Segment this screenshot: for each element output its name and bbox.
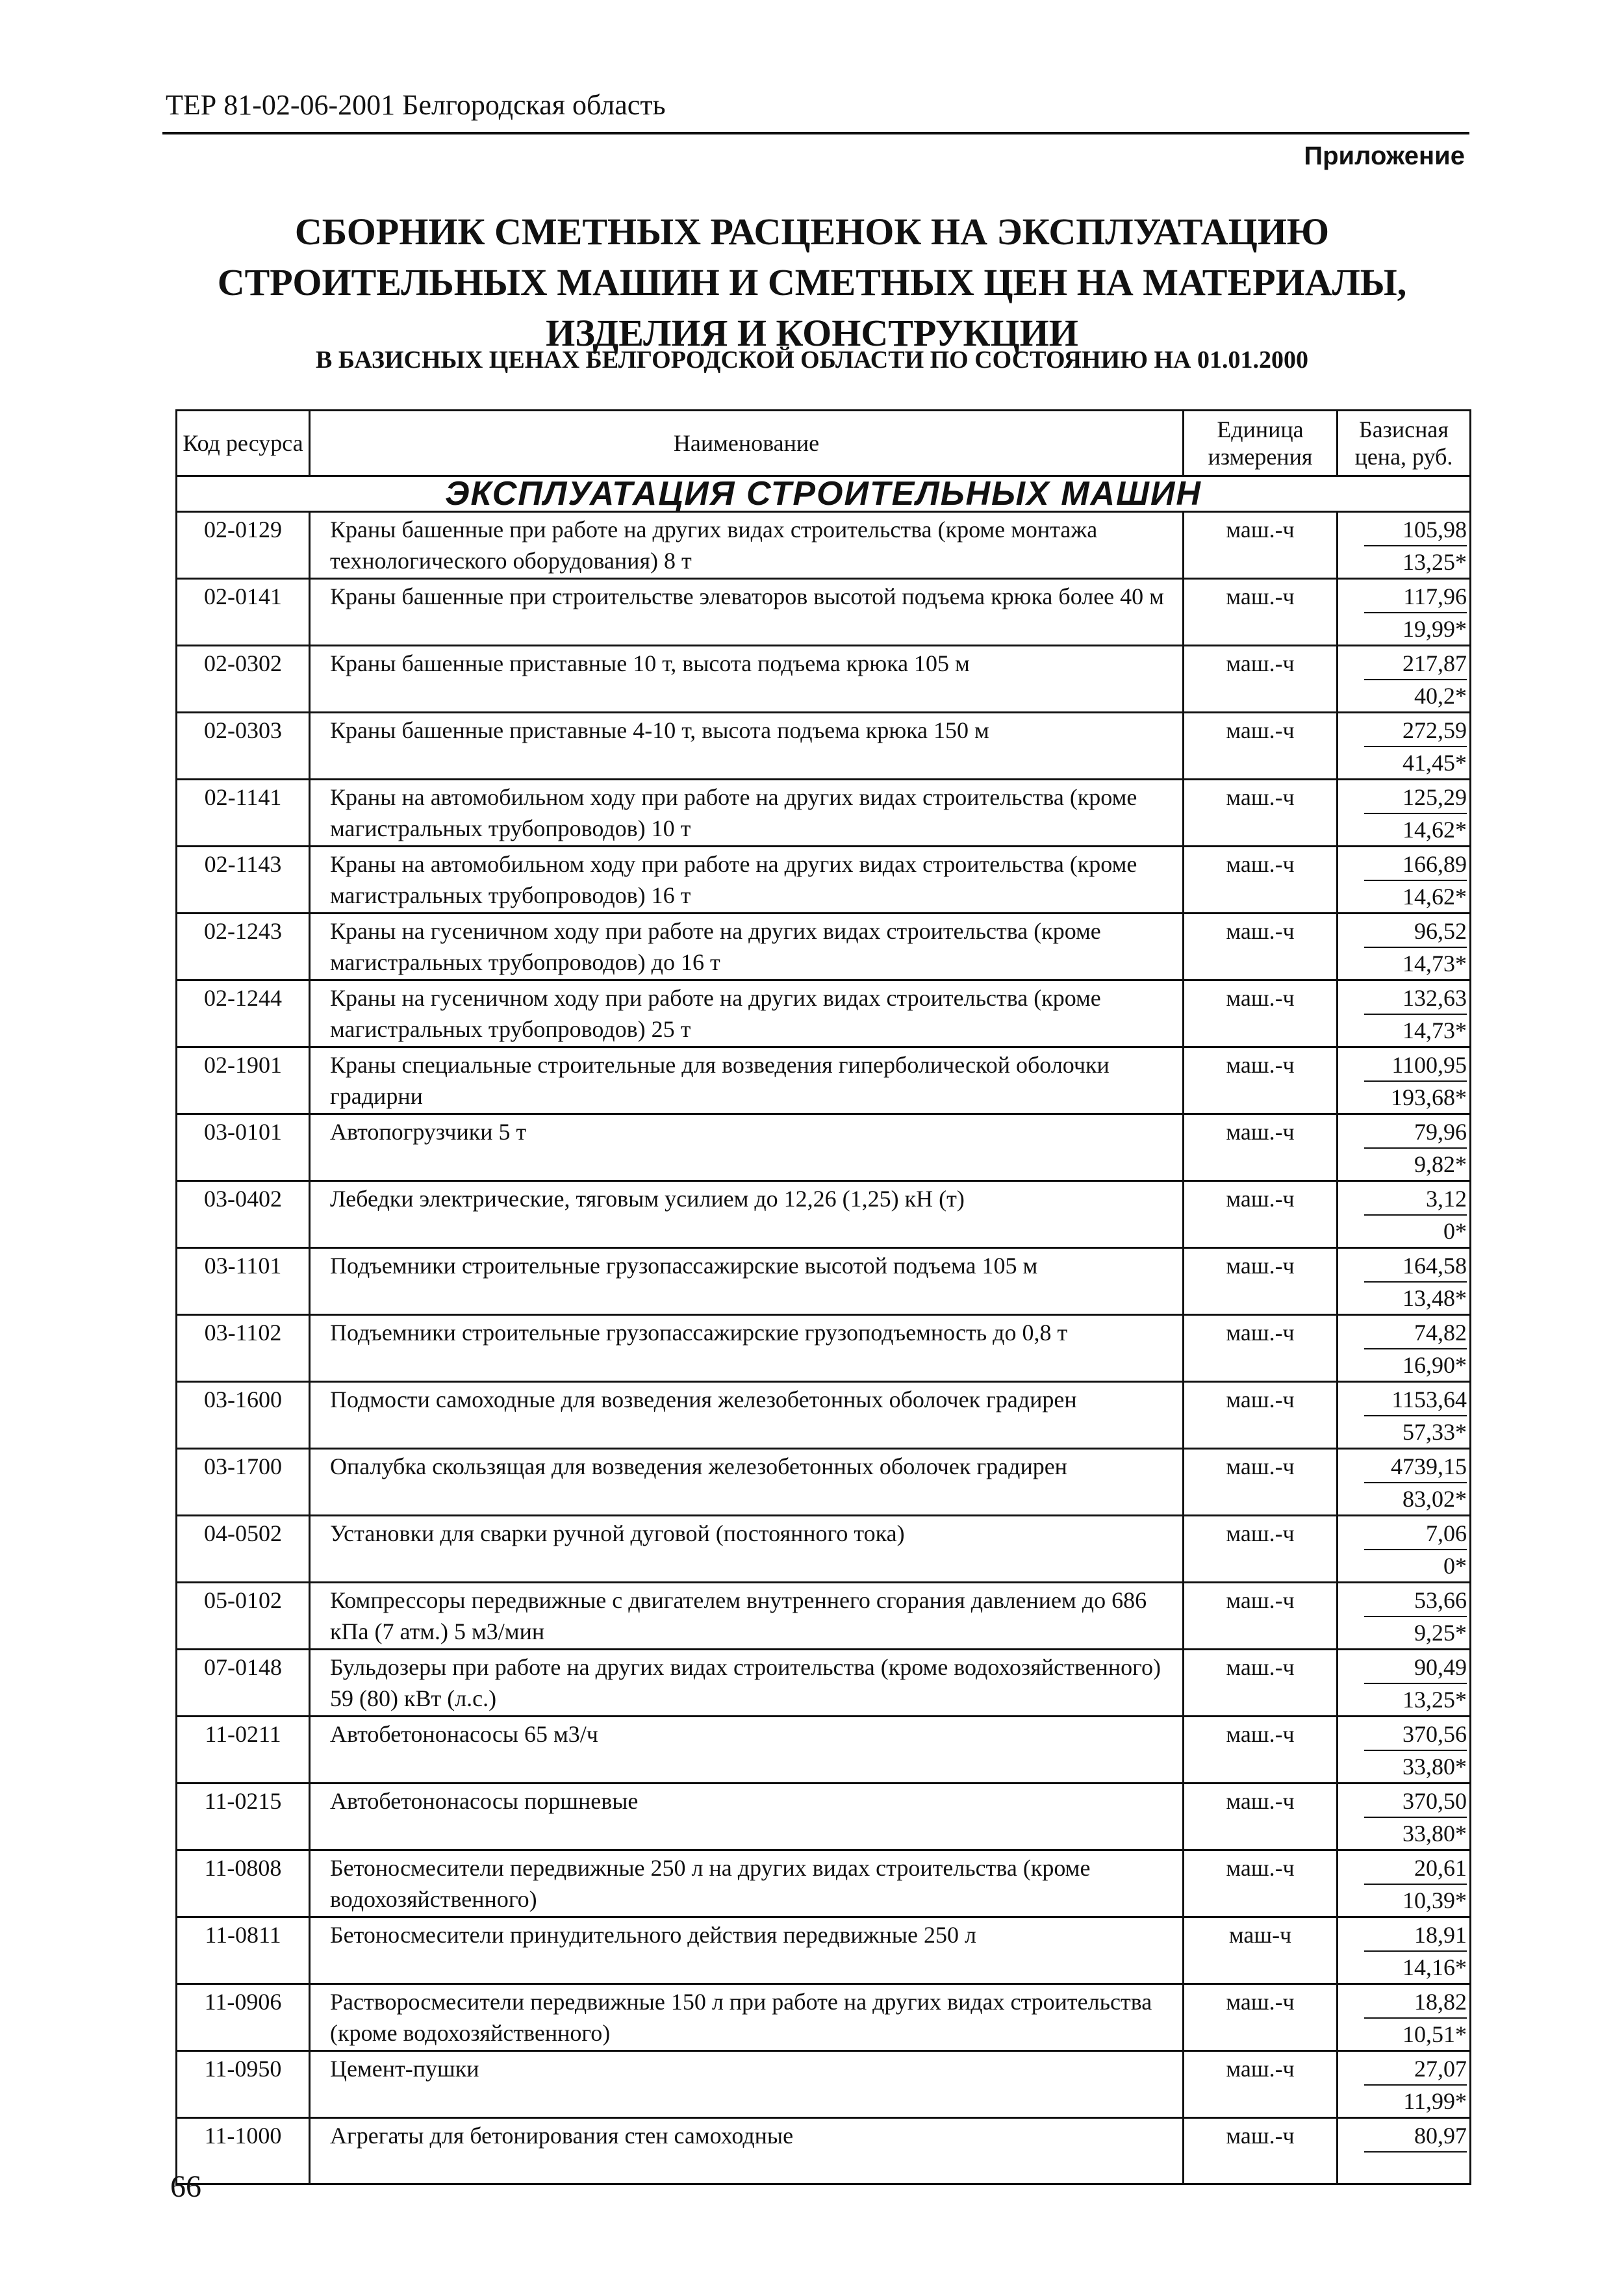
resource-name-text: Краны на гусеничном ходу при работе на других видах строительства (кроме магистральных трубопроводов) 25 т <box>330 985 1101 1042</box>
base-price <box>1338 713 1471 780</box>
resource-name-text: Бульдозеры при работе на других видах строительства (кроме водохозяйственного) 59 (80) кВт (л.с.) <box>330 1654 1161 1711</box>
resource-code: 03-0101 <box>177 1114 310 1181</box>
base-price <box>1338 980 1471 1047</box>
resource-name <box>310 1850 1184 1917</box>
resource-name-text: Растворосмесители передвижные 150 л при работе на других видах строительства (кроме водохозяйственного) <box>330 1989 1152 2046</box>
table-row <box>177 1114 1471 1181</box>
unit-of-measure: маш.-ч <box>1184 1114 1338 1181</box>
resource-code: 02-0141 <box>177 579 310 646</box>
resource-name <box>310 1449 1184 1516</box>
unit-of-measure: маш.-ч <box>1184 512 1338 579</box>
table-row <box>177 780 1471 847</box>
section-title: ЭКСПЛУАТАЦИЯ СТРОИТЕЛЬНЫХ МАШИН <box>177 476 1471 512</box>
unit-of-measure: маш.-ч <box>1184 2051 1338 2118</box>
base-price <box>1338 1783 1471 1850</box>
section-row <box>177 476 1471 512</box>
unit-of-measure: маш.-ч <box>1184 914 1338 980</box>
base-price-wage: 193,68* <box>1391 1084 1467 1110</box>
resource-name-text: Краны на автомобильном ходу при работе на других видах строительства (кроме магистральных трубопроводов) 16 т <box>330 851 1137 908</box>
base-price-wage: 14,62* <box>1402 817 1467 843</box>
base-price <box>1338 1516 1471 1583</box>
title-line-3: ИЗДЕЛИЯ И КОНСТРУКЦИИ <box>546 312 1078 354</box>
resource-code: 02-1141 <box>177 780 310 847</box>
base-price-value: 370,56 <box>1364 1718 1467 1751</box>
base-price <box>1338 1650 1471 1717</box>
table-row <box>177 2051 1471 2118</box>
resource-code: 02-1244 <box>177 980 310 1047</box>
base-price-value: 53,66 <box>1364 1585 1467 1617</box>
table-row <box>177 1850 1471 1917</box>
resource-code: 04-0502 <box>177 1516 310 1583</box>
base-price-wage: 0* <box>1443 1553 1467 1579</box>
unit-of-measure: маш.-ч <box>1184 579 1338 646</box>
resource-name-text: Агрегаты для бетонирования стен самоходные <box>330 2123 794 2149</box>
resource-name <box>310 1984 1184 2051</box>
table-row <box>177 1783 1471 1850</box>
table-row <box>177 713 1471 780</box>
base-price-wage: 13,25* <box>1402 549 1467 575</box>
unit-of-measure: маш.-ч <box>1184 646 1338 713</box>
resource-code: 11-0811 <box>177 1917 310 1984</box>
resource-name-text: Краны башенные приставные 4-10 т, высота подъема крюка 150 м <box>330 717 989 743</box>
resource-name-text: Краны башенные приставные 10 т, высота подъема крюка 105 м <box>330 650 970 676</box>
base-price-value: 1153,64 <box>1364 1384 1467 1416</box>
resource-code: 02-1143 <box>177 847 310 914</box>
base-price-wage: 0* <box>1443 1218 1467 1244</box>
column-header-unit: Единица измерения <box>1184 411 1338 476</box>
unit-of-measure: маш.-ч <box>1184 1984 1338 2051</box>
base-price <box>1338 914 1471 980</box>
table-row <box>177 1516 1471 1583</box>
resource-name <box>310 1248 1184 1315</box>
header-rule <box>162 132 1469 134</box>
resource-name <box>310 847 1184 914</box>
price-table-container <box>175 409 1469 2185</box>
table-row <box>177 914 1471 980</box>
table-row <box>177 1917 1471 1984</box>
unit-of-measure: маш.-ч <box>1184 1717 1338 1783</box>
table-row <box>177 1717 1471 1783</box>
resource-name-text: Подмости самоходные для возведения железобетонных оболочек градирен <box>330 1386 1077 1412</box>
unit-of-measure: маш.-ч <box>1184 1516 1338 1583</box>
resource-code: 11-0211 <box>177 1717 310 1783</box>
document-title <box>162 207 1462 359</box>
resource-name <box>310 2118 1184 2184</box>
resource-name-text: Автопогрузчики 5 т <box>330 1119 527 1145</box>
base-price-value: 132,63 <box>1364 982 1467 1015</box>
resource-name <box>310 1783 1184 1850</box>
resource-code: 02-0129 <box>177 512 310 579</box>
table-row <box>177 1650 1471 1717</box>
unit-of-measure: маш.-ч <box>1184 1047 1338 1114</box>
resource-name <box>310 1917 1184 1984</box>
resource-code: 03-1600 <box>177 1382 310 1449</box>
base-price-value: 18,91 <box>1364 1919 1467 1952</box>
base-price-wage: 16,90* <box>1402 1352 1467 1378</box>
base-price <box>1338 1850 1471 1917</box>
base-price-value: 27,07 <box>1364 2053 1467 2086</box>
base-price-wage: 10,51* <box>1402 2021 1467 2047</box>
resource-name-text: Бетоносмесители передвижные 250 л на других видах строительства (кроме водохозяйственного) <box>330 1855 1091 1912</box>
resource-name <box>310 1047 1184 1114</box>
table-row <box>177 646 1471 713</box>
column-header-price: Базисная цена, руб. <box>1338 411 1471 476</box>
resource-code: 11-0215 <box>177 1783 310 1850</box>
table-row <box>177 1315 1471 1382</box>
resource-name <box>310 1516 1184 1583</box>
base-price <box>1338 512 1471 579</box>
resource-name <box>310 2051 1184 2118</box>
base-price-value: 4739,15 <box>1364 1451 1467 1483</box>
table-row <box>177 1382 1471 1449</box>
resource-name-text: Лебедки электрические, тяговым усилием до 12,26 (1,25) кН (т) <box>330 1186 965 1212</box>
base-price-value: 117,96 <box>1364 581 1467 613</box>
base-price-wage: 83,02* <box>1402 1486 1467 1512</box>
column-header-code: Код ресурса <box>177 411 310 476</box>
unit-of-measure: маш.-ч <box>1184 1650 1338 1717</box>
base-price-wage: 33,80* <box>1402 1754 1467 1780</box>
running-header: ТЕР 81-02-06-2001 Белгородская область <box>166 89 666 121</box>
resource-name <box>310 1583 1184 1650</box>
resource-name <box>310 1181 1184 1248</box>
resource-name <box>310 646 1184 713</box>
resource-code: 02-1901 <box>177 1047 310 1114</box>
base-price-wage: 40,2* <box>1414 683 1467 709</box>
resource-name-text: Автобетононасосы поршневые <box>330 1788 639 1814</box>
title-line-1: СБОРНИК СМЕТНЫХ РАСЦЕНОК НА ЭКСПЛУАТАЦИЮ <box>294 211 1330 253</box>
unit-of-measure: маш.-ч <box>1184 847 1338 914</box>
base-price-wage: 14,73* <box>1402 951 1467 977</box>
resource-name <box>310 1717 1184 1783</box>
base-price-value: 7,06 <box>1364 1518 1467 1550</box>
resource-name-text: Краны на гусеничном ходу при работе на других видах строительства (кроме магистральных трубопроводов) до 16 т <box>330 918 1101 975</box>
resource-code: 03-1102 <box>177 1315 310 1382</box>
base-price-value: 18,82 <box>1364 1986 1467 2019</box>
unit-of-measure: маш.-ч <box>1184 713 1338 780</box>
title-line-2: СТРОИТЕЛЬНЫХ МАШИН И СМЕТНЫХ ЦЕН НА МАТЕРИАЛЫ, <box>217 261 1407 303</box>
base-price-value: 166,89 <box>1364 849 1467 881</box>
base-price-value: 125,29 <box>1364 782 1467 814</box>
base-price-wage: 14,16* <box>1402 1954 1467 1980</box>
resource-name-text: Краны специальные строительные для возведения гиперболической оболочки градирни <box>330 1052 1110 1109</box>
base-price-wage: 57,33* <box>1402 1419 1467 1445</box>
unit-of-measure: маш.-ч <box>1184 1783 1338 1850</box>
resource-code: 07-0148 <box>177 1650 310 1717</box>
table-row <box>177 579 1471 646</box>
base-price <box>1338 1315 1471 1382</box>
base-price-value: 79,96 <box>1364 1116 1467 1149</box>
base-price <box>1338 1047 1471 1114</box>
base-price-wage: 13,25* <box>1402 1687 1467 1713</box>
resource-name-text: Автобетононасосы 65 м3/ч <box>330 1721 598 1747</box>
base-price-value: 164,58 <box>1364 1250 1467 1283</box>
table-row <box>177 1583 1471 1650</box>
unit-of-measure: маш.-ч <box>1184 1181 1338 1248</box>
resource-name <box>310 713 1184 780</box>
base-price <box>1338 780 1471 847</box>
base-price-wage: 14,62* <box>1402 884 1467 910</box>
table-row <box>177 512 1471 579</box>
base-price-value: 80,97 <box>1364 2120 1467 2153</box>
base-price <box>1338 646 1471 713</box>
base-price <box>1338 579 1471 646</box>
resource-name-text: Бетоносмесители принудительного действия передвижные 250 л <box>330 1922 976 1948</box>
resource-name-text: Краны башенные при работе на других видах строительства (кроме монтажа технологического оборудования) 8 т <box>330 517 1098 574</box>
base-price-value: 105,98 <box>1364 514 1467 546</box>
resource-name-text: Краны на автомобильном ходу при работе на других видах строительства (кроме магистральных трубопроводов) 10 т <box>330 784 1137 841</box>
unit-of-measure: маш.-ч <box>1184 980 1338 1047</box>
base-price <box>1338 1449 1471 1516</box>
base-price <box>1338 1248 1471 1315</box>
unit-of-measure: маш.-ч <box>1184 780 1338 847</box>
unit-of-measure: маш.-ч <box>1184 1315 1338 1382</box>
base-price <box>1338 2118 1471 2184</box>
resource-code: 11-0906 <box>177 1984 310 2051</box>
base-price <box>1338 1583 1471 1650</box>
resource-name <box>310 1114 1184 1181</box>
base-price-wage: 14,73* <box>1402 1017 1467 1043</box>
table-row <box>177 1248 1471 1315</box>
base-price <box>1338 1181 1471 1248</box>
base-price-wage: 41,45* <box>1402 750 1467 776</box>
base-price <box>1338 1984 1471 2051</box>
unit-of-measure: маш.-ч <box>1184 1850 1338 1917</box>
base-price-value: 96,52 <box>1364 915 1467 948</box>
base-price-wage: 11,99* <box>1403 2088 1467 2114</box>
resource-name <box>310 780 1184 847</box>
resource-name-text: Цемент-пушки <box>330 2056 479 2082</box>
table-row <box>177 1047 1471 1114</box>
unit-of-measure: маш.-ч <box>1184 1449 1338 1516</box>
table-row <box>177 847 1471 914</box>
base-price-value: 1100,95 <box>1364 1049 1467 1082</box>
resource-name <box>310 980 1184 1047</box>
resource-name <box>310 579 1184 646</box>
resource-code: 02-1243 <box>177 914 310 980</box>
resource-name-text: Компрессоры передвижные с двигателем внутреннего сгорания давлением до 686 кПа (7 атм.) 5 м3/мин <box>330 1587 1147 1644</box>
base-price-wage: 13,48* <box>1402 1285 1467 1311</box>
resource-code: 02-0302 <box>177 646 310 713</box>
base-price <box>1338 847 1471 914</box>
unit-of-measure: маш-ч <box>1184 1917 1338 1984</box>
page-number: 66 <box>170 2169 201 2204</box>
base-price <box>1338 1917 1471 1984</box>
base-price-wage: 10,39* <box>1402 1887 1467 1913</box>
base-price-wage: 19,99* <box>1402 616 1467 642</box>
resource-name <box>310 1382 1184 1449</box>
resource-name <box>310 1315 1184 1382</box>
resource-code: 03-1101 <box>177 1248 310 1315</box>
resource-name-text: Опалубка скользящая для возведения железобетонных оболочек градирен <box>330 1453 1067 1479</box>
resource-code: 03-1700 <box>177 1449 310 1516</box>
resource-code: 05-0102 <box>177 1583 310 1650</box>
base-price-value: 74,82 <box>1364 1317 1467 1349</box>
unit-of-measure: маш.-ч <box>1184 1248 1338 1315</box>
base-price <box>1338 1382 1471 1449</box>
table-row <box>177 1449 1471 1516</box>
base-price-wage: 9,25* <box>1414 1620 1467 1646</box>
base-price-wage: 33,80* <box>1402 1821 1467 1846</box>
base-price-value: 3,12 <box>1364 1183 1467 1216</box>
table-header-row <box>177 411 1471 476</box>
table-row <box>177 1181 1471 1248</box>
resource-name <box>310 1650 1184 1717</box>
document-subtitle: В БАЗИСНЫХ ЦЕНАХ БЕЛГОРОДСКОЙ ОБЛАСТИ ПО СОСТОЯНИЮ НА 01.01.2000 <box>315 346 1309 374</box>
table-row <box>177 1984 1471 2051</box>
resource-name-text: Установки для сварки ручной дуговой (постоянного тока) <box>330 1520 905 1546</box>
resource-name-text: Краны башенные при строительстве элеваторов высотой подъема крюка более 40 м <box>330 583 1164 609</box>
base-price-wage: 9,82* <box>1414 1151 1467 1177</box>
unit-of-measure: маш.-ч <box>1184 1382 1338 1449</box>
unit-of-measure: маш.-ч <box>1184 2118 1338 2184</box>
resource-code: 11-0808 <box>177 1850 310 1917</box>
resource-code: 11-0950 <box>177 2051 310 2118</box>
appendix-label: Приложение <box>1304 142 1465 170</box>
price-table <box>175 409 1471 2185</box>
base-price-value: 272,59 <box>1364 715 1467 747</box>
base-price <box>1338 2051 1471 2118</box>
base-price-value: 20,61 <box>1364 1852 1467 1885</box>
resource-code: 11-1000 <box>177 2118 310 2184</box>
base-price-value: 90,49 <box>1364 1652 1467 1684</box>
base-price-value: 370,50 <box>1364 1785 1467 1818</box>
resource-name <box>310 512 1184 579</box>
resource-name <box>310 914 1184 980</box>
resource-name-text: Подъемники строительные грузопассажирские грузоподъемность до 0,8 т <box>330 1320 1068 1346</box>
resource-name-text: Подъемники строительные грузопассажирские высотой подъема 105 м <box>330 1253 1038 1279</box>
base-price <box>1338 1717 1471 1783</box>
base-price-value: 217,87 <box>1364 648 1467 680</box>
resource-code: 03-0402 <box>177 1181 310 1248</box>
resource-code: 02-0303 <box>177 713 310 780</box>
table-row <box>177 980 1471 1047</box>
unit-of-measure: маш.-ч <box>1184 1583 1338 1650</box>
base-price <box>1338 1114 1471 1181</box>
table-row <box>177 2118 1471 2184</box>
column-header-name: Наименование <box>310 411 1184 476</box>
